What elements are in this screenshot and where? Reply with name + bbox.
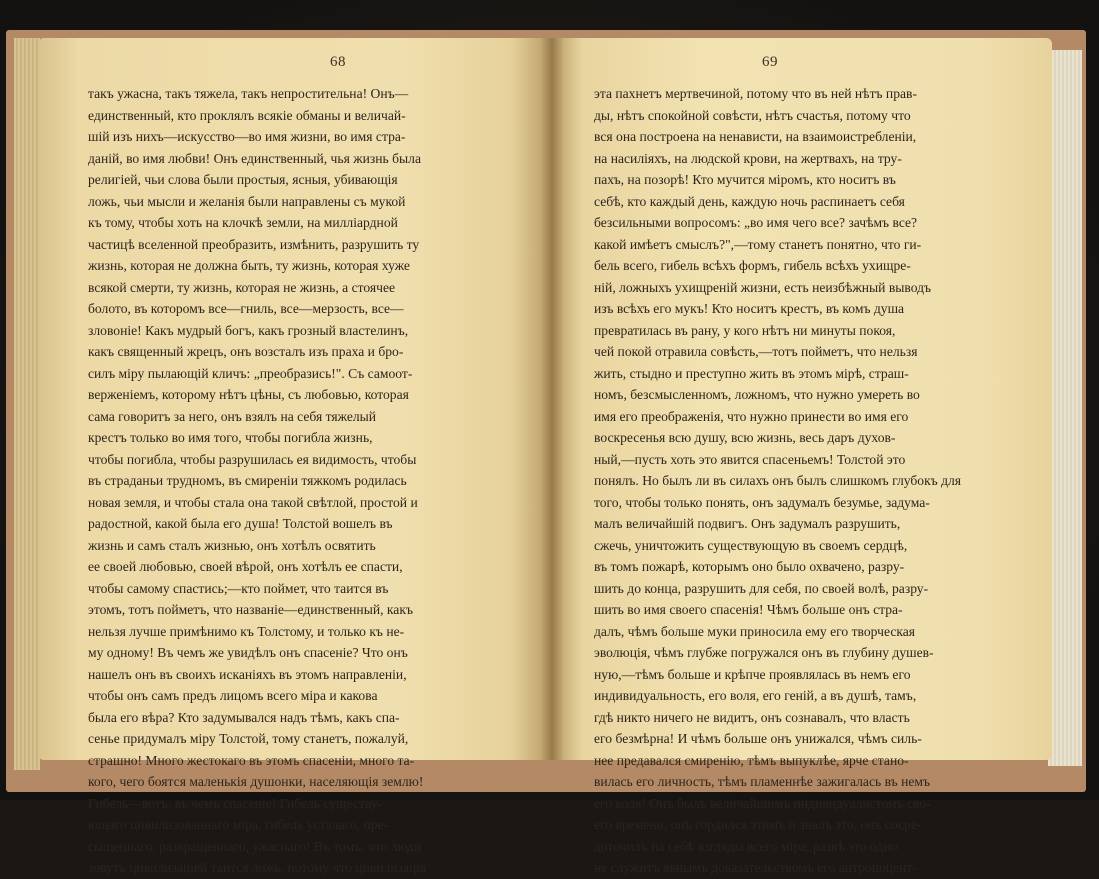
text-line: ды, нѣтъ спокойной совѣсти, нѣтъ счастья, потому что xyxy=(594,107,911,123)
text-line: не служитъ явнымъ доказательствомъ его антропоцент- xyxy=(594,860,917,875)
text-line: гдѣ никто ничего не видитъ, онъ сознавалъ, что власть xyxy=(594,709,910,725)
right-page-text xyxy=(594,83,1004,879)
text-line: религіей, чьи слова были простыя, ясныя, убивающія xyxy=(88,172,398,187)
text-line: кого, чего боятся маленькія душонки, населяющія землю! xyxy=(88,774,424,789)
text-line: жизнь и самъ сталъ жизнью, онъ хотѣлъ освятить xyxy=(88,537,376,553)
left-page-text xyxy=(88,83,532,879)
left-page xyxy=(38,38,552,875)
text-line: страшно! Много жестокаго въ этомъ спасеніи, много та- xyxy=(88,752,415,768)
text-line: какъ священный жрецъ, онъ возсталъ изъ праха и бро- xyxy=(88,344,404,359)
text-line: доточилъ на себѣ взгляды всего міра, развѣ это одно xyxy=(594,838,898,854)
text-line: изъ всѣхъ его мукъ! Кто носитъ крестъ, въ комъ душа xyxy=(594,301,905,316)
text-line: безсильными вопросомъ: „во имя чего все? зачѣмъ все? xyxy=(594,215,918,230)
text-line: какой имѣетъ смыслъ?",—тому станетъ понятно, что ги- xyxy=(594,236,922,252)
text-line: ній, ложныхъ ухищреній жизни, есть неизбѣжный выводъ xyxy=(594,279,932,295)
text-line: ложь, чьи мысли и желанія были направлены съ мукой xyxy=(88,193,406,209)
text-line: себѣ, кто каждый день, каждую ночь распинаетъ себя xyxy=(594,193,905,209)
text-line: силъ міру пылающій кличъ: „преобразись!". Съ самоот- xyxy=(88,365,413,381)
text-line: сжечь, уничтожить существующую въ своемъ сердцѣ, xyxy=(594,537,908,553)
text-line: радостной, какой была его душа! Толстой вошелъ въ xyxy=(88,516,393,531)
right-page-number: 69 xyxy=(762,54,778,70)
text-line: превратилась въ рану, у кого нѣтъ ни минуты покоя, xyxy=(594,322,896,338)
text-line: далъ, чѣмъ больше муки приносила ему его творческая xyxy=(594,623,916,639)
text-line: чтобы погибла, чтобы разрушилась ея видимость, чтобы xyxy=(88,451,417,467)
text-line: вилась его личность, тѣмъ пламеннѣе зажигалась въ немъ xyxy=(594,774,931,789)
text-line: понялъ. Но былъ ли въ силахъ онъ былъ слишкомъ глубокъ для xyxy=(594,473,962,488)
text-line: ее своей любовью, своей вѣрой, онъ хотѣлъ ее спасти, xyxy=(88,559,403,574)
text-line: бель всего, гибель всѣхъ формъ, гибель всѣхъ ухищре- xyxy=(594,258,911,273)
text-line: верженіемъ, которому нѣтъ цѣны, съ любовью, которая xyxy=(88,387,409,402)
text-line: крестъ только во имя того, чтобы погибла жизнь, xyxy=(88,430,373,445)
text-line: нельзя лучше примѣнимо къ Толстому, и только къ не- xyxy=(88,623,405,639)
text-line: ную,—тѣмъ больше и крѣпче проявлялась въ немъ его xyxy=(594,666,911,682)
text-line: ющаго цивилизованнаго міра, гибель усталаго, пре- xyxy=(88,817,389,832)
text-line: его безмѣрна! И чѣмъ больше онъ унижался, чѣмъ силь- xyxy=(594,731,922,746)
left-page-edges xyxy=(14,38,40,770)
text-line: имя его преображенія, что нужно принести во имя его xyxy=(594,408,909,424)
right-page-edges xyxy=(1048,50,1082,766)
text-line: жизнь, которая не должна быть, ту жизнь, которая хуже xyxy=(88,258,410,273)
text-line: на насиліяхъ, на людской крови, на жертвахъ, на тру- xyxy=(594,150,902,166)
text-line: его времени, онъ гордился этимъ и зналъ это, онъ сосре- xyxy=(594,817,922,832)
text-line: шить во имя своего спасенія! Чѣмъ больше онъ стра- xyxy=(594,602,903,617)
text-line: новая земля, и чтобы стала она такой свѣтлой, простой и xyxy=(88,494,418,510)
text-line: нее предавался смиренію, тѣмъ выпуклѣе, ярче стано- xyxy=(594,752,909,768)
text-line: того, чтобы только понять, онъ задумалъ безумье, задума- xyxy=(594,494,930,510)
text-line: номъ, безсмысленномъ, ложномъ, что нужно умереть во xyxy=(594,387,920,402)
right-page xyxy=(552,38,1052,875)
text-line: эволюція, чѣмъ глубже погружался онъ въ глубину душев- xyxy=(594,645,934,660)
text-line: сыщеннаго, развращеннаго, ужаснаго! Въ томъ, что люди xyxy=(88,838,422,854)
text-line: единственный, кто проклялъ всякіе обманы и величай- xyxy=(88,107,406,123)
text-line: была его вѣра? Кто задумывался надъ тѣмъ, какъ спа- xyxy=(88,709,400,725)
text-line: вся она построена на ненависти, на взаимоистребленіи, xyxy=(594,129,917,144)
text-line: му одному! Въ чемъ же увидѣлъ онъ спасеніе? Что онъ xyxy=(88,645,408,660)
text-line: сама говоритъ за него, онъ взялъ на себя тяжелый xyxy=(88,408,377,424)
text-line: болото, въ которомъ все—гниль, все—мерзость, все— xyxy=(88,301,404,316)
text-line: въ томъ пожарѣ, которымъ оно было охвачено, разру- xyxy=(594,559,905,574)
text-line: ный,—пусть хоть это явится спасеньемъ! Толстой это xyxy=(594,451,906,467)
text-line: частицѣ вселенной преобразить, измѣнить, разрушить ту xyxy=(88,236,420,252)
left-page-number: 68 xyxy=(330,54,346,70)
text-line: шить до конца, разрушить для себя, по своей волѣ, разру- xyxy=(594,580,929,596)
text-line: зовутъ цивилизаціей таится ложь, потому что цивилизація xyxy=(88,860,427,875)
text-line: даній, во имя любви! Онъ единственный, чья жизнь была xyxy=(88,150,422,166)
text-line: нашелъ онъ въ своихъ исканіяхъ въ этомъ направленіи, xyxy=(88,666,407,682)
text-line: къ тому, чтобы хоть на клочкѣ земли, на милліардной xyxy=(88,215,398,230)
text-line: малъ величайшій подвигъ. Онъ задумалъ разрушить, xyxy=(594,516,901,531)
text-line: чтобы самому спастись;—кто поймет, что таится въ xyxy=(88,580,389,596)
text-line: всякой смерти, ту жизнь, которая не жизнь, а стоячее xyxy=(88,279,396,295)
text-line: чей покой отравила совѣсть,—тотъ пойметъ, что нельзя xyxy=(594,344,918,359)
text-line: воскресенья всю душу, всю жизнь, весь даръ духов- xyxy=(594,430,896,445)
text-line: Гибель—вотъ, въ чемъ спасеніе! Гибель существу- xyxy=(88,795,383,811)
text-line: такъ ужасна, такъ тяжела, такъ непростительна! Онъ— xyxy=(88,86,409,101)
text-line: пахъ, на позорѣ! Кто мучится міромъ, кто носитъ въ xyxy=(594,172,896,187)
text-line: въ страданьи трудномъ, въ смиреніи тяжкомъ родилась xyxy=(88,473,407,488)
text-line: жить, стыдно и преступно жить въ этомъ мірѣ, страш- xyxy=(594,365,909,381)
text-line: чтобы онъ самъ предъ лицомъ всего міра и какова xyxy=(88,688,378,703)
text-line: эта пахнетъ мертвечиной, потому что въ ней нѣтъ прав- xyxy=(594,86,917,101)
text-line: зловоніе! Какъ мудрый богъ, какъ грозный властелинъ, xyxy=(88,322,409,338)
text-line: сенье придумалъ міру Толстой, тому станетъ, пожалуй, xyxy=(88,731,409,746)
book-gutter xyxy=(540,38,564,760)
text-line: шій изъ нихъ—искусство—во имя жизни, во имя стра- xyxy=(88,129,406,144)
text-line: этомъ, тотъ пойметъ, что названіе—единственный, какъ xyxy=(88,602,413,617)
text-line: индивидуальность, его воля, его геній, а въ душѣ, тамъ, xyxy=(594,688,917,703)
text-line: его воля! Онъ былъ величайшимъ индивидуалистомъ сво- xyxy=(594,795,931,811)
